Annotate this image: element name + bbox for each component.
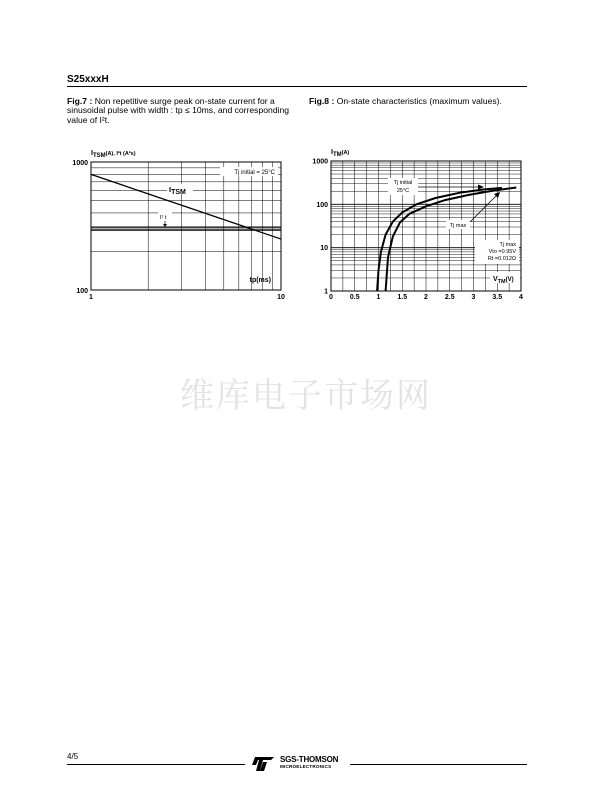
fig8-ylabel (331, 149, 349, 158)
fig8-xlabel-sub: TM (497, 279, 506, 285)
fig8-series-tj-initial-curve (377, 188, 502, 291)
fig8-xtick-label: 2.5 (444, 294, 455, 301)
fig8-xtick-label: 0.5 (349, 294, 360, 301)
fig8-xlabel-main: V (493, 276, 498, 283)
fig7-ylabel-main: I (91, 150, 93, 157)
fig8-xtick-label: 1 (376, 294, 381, 301)
fig7-plot-frame (91, 162, 281, 290)
fig8-xtick-label: 0 (329, 294, 333, 301)
fig8-xtick-label: 4 (519, 294, 523, 301)
footer-rule-left (67, 764, 245, 765)
fig8-ylabel-rest: (A) (341, 150, 350, 156)
fig8-xtick-label: 1.5 (397, 294, 408, 301)
fig8-chart (300, 142, 540, 304)
fig8-ytick-label: 100 (316, 201, 328, 209)
fig8-ylabel-main: I (331, 149, 333, 156)
fig7-ylabel-rest: (A), I²t (A²s) (105, 151, 136, 157)
page-header-title: S25xxxH (67, 74, 109, 85)
fig8-ytick-label: 10 (320, 245, 328, 253)
fig8-legend-line2: Vto =0.95V (488, 249, 516, 255)
fig7-label: Fig.7 : (67, 96, 93, 106)
fig8-grid (331, 161, 521, 291)
fig7-xtick-1: 1 (89, 294, 93, 301)
fig8-xlabel-rest: (V) (505, 277, 514, 283)
fig8-ytick-label: 1 (324, 288, 328, 296)
fig8-xticks (329, 294, 523, 301)
footer-brand: SGS-THOMSON (280, 755, 339, 764)
fig8-legend-line1: Tj max (499, 242, 516, 248)
fig8-label: Fig.8 : (309, 96, 335, 106)
fig8-xtick-label: 3.5 (492, 294, 503, 301)
fig7-itsm-label-main: I (169, 185, 172, 194)
fig8-ytick-label: 1000 (312, 158, 328, 166)
footer-rule-right (350, 764, 527, 765)
fig7-itsm-label-sub: TSM (171, 189, 186, 196)
fig7-ytick-1000: 1000 (72, 160, 88, 167)
fig8-xtick-label: 3 (471, 294, 476, 301)
fig8-ylabel-sub: TM (332, 152, 342, 158)
fig7-ytick-100: 100 (76, 288, 88, 295)
fig7-grid (91, 162, 281, 290)
fig8-yticks (312, 159, 328, 296)
watermark: 维库电子市场网 (180, 376, 432, 416)
fig7-ylabel-sub: TSM (92, 153, 106, 159)
page-number: 4/5 (67, 752, 79, 761)
st-logo-icon (251, 756, 275, 772)
fig7-xlabel: tp(ms) (249, 277, 271, 284)
fig8-caption-text: On-state characteristics (maximum values). (334, 96, 502, 106)
fig8-caption (309, 97, 531, 106)
fig8-tj-max-arrow (470, 194, 498, 222)
fig7-xtick-10: 10 (277, 294, 285, 301)
fig7-i2t-label: I² t (160, 215, 167, 221)
fig8-tj-initial-line2: 25°C (396, 188, 410, 194)
header-rule (67, 86, 527, 87)
fig7-ylabel (91, 150, 136, 159)
fig8-xtick-label: 2 (424, 294, 428, 301)
fig7-chart (55, 142, 295, 304)
fig8-legend-line3: Rt =0.012Ω (487, 256, 516, 262)
fig7-caption-text: Non repetitive surge peak on-state current for a sinusoidal pulse with width : tp ≤ 10ms, and corresponding value of I²t. (67, 96, 290, 125)
fig7-caption (67, 97, 293, 125)
fig8-tj-initial-line1: Tj initial (393, 180, 413, 186)
fig8-tj-max-annotation: Tj max (449, 223, 467, 229)
fig7-tj-annotation: Tj initial = 25°C (234, 170, 275, 176)
footer-subbrand: MICROELECTRONICS (280, 764, 332, 769)
